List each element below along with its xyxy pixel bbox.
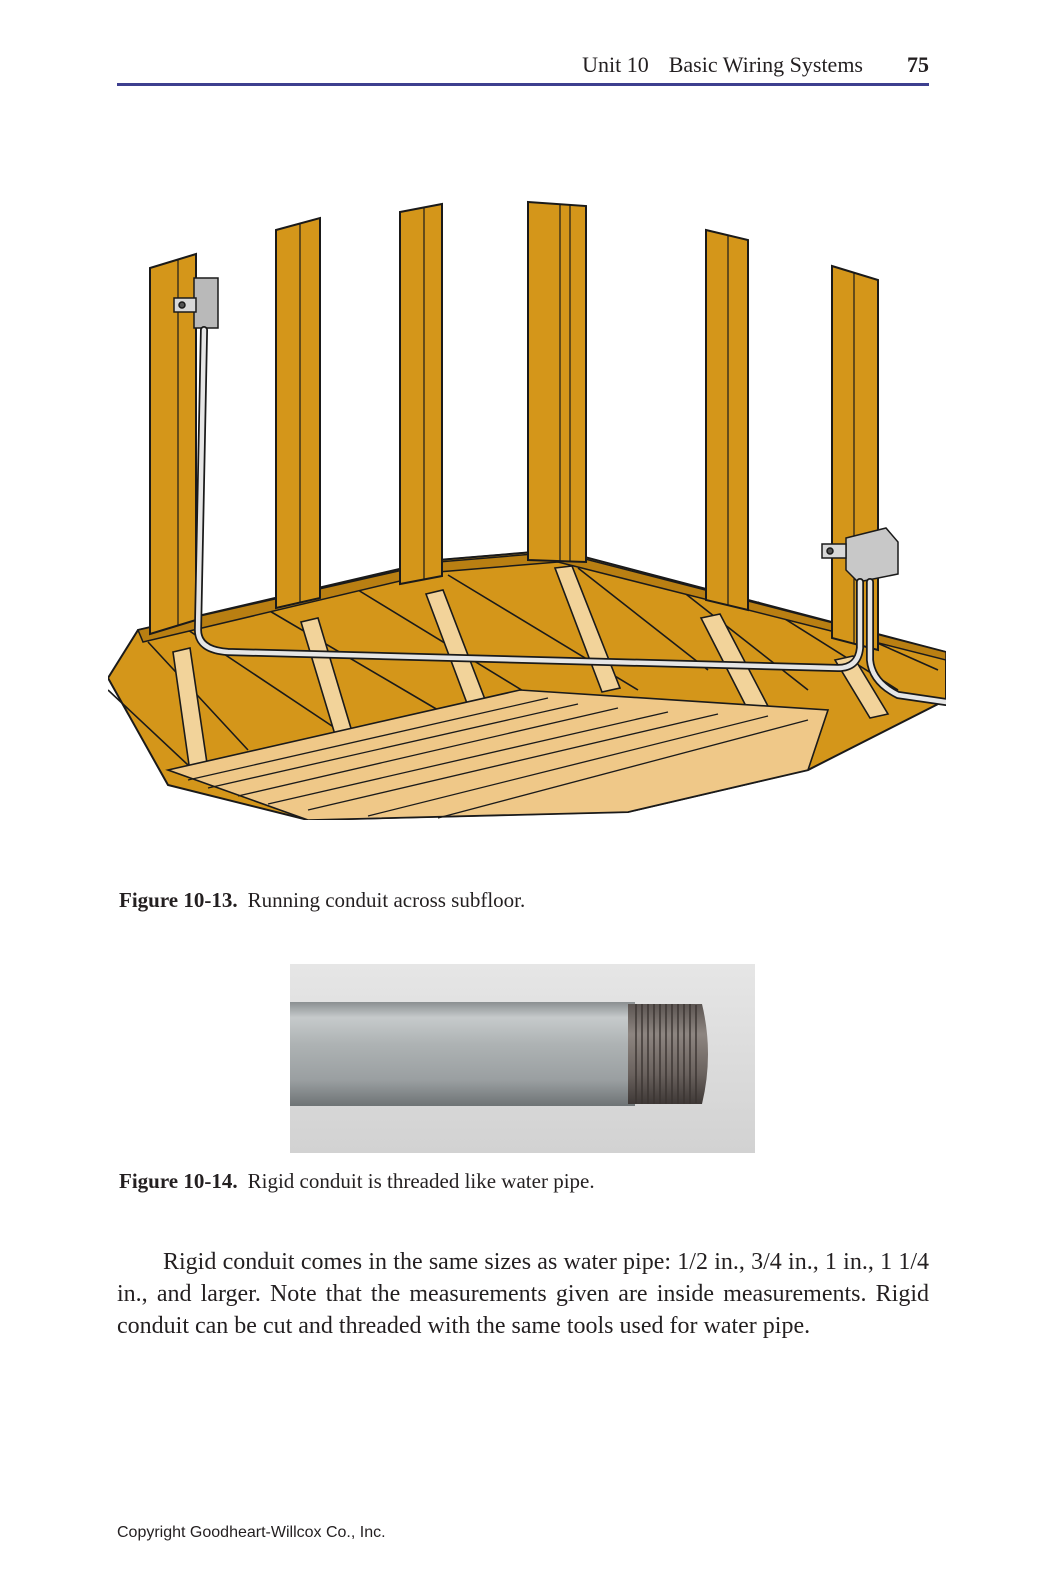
- figure-caption-text: Rigid conduit is threaded like water pipe.: [247, 1169, 595, 1193]
- figure-10-13-illustration: [108, 190, 946, 820]
- running-header: [117, 50, 929, 86]
- header-rule: [117, 83, 929, 86]
- page-number: 75: [907, 52, 929, 77]
- figure-label: Figure 10-14.: [119, 1169, 238, 1193]
- header-title: Basic Wiring Systems: [668, 52, 863, 77]
- figure-10-14-photo: [290, 964, 755, 1153]
- body-paragraph: Rigid conduit comes in the same sizes as water pipe: 1/2 in., 3/4 in., 1 in., 1 1/4 in., and larger. Note that the measurements given are inside measurements. Rigid conduit can be cut and threaded with the same tools used for water pipe.: [117, 1249, 929, 1339]
- figure-label: Figure 10-13.: [119, 888, 238, 912]
- header-text: [582, 52, 929, 78]
- figure-10-13-caption: [119, 888, 525, 913]
- header-unit: Unit 10: [582, 52, 649, 77]
- copyright-footer: Copyright Goodheart-Willcox Co., Inc.: [117, 1524, 386, 1541]
- figure-caption-text: Running conduit across subfloor.: [247, 888, 526, 912]
- figure-10-14-caption: [119, 1169, 595, 1194]
